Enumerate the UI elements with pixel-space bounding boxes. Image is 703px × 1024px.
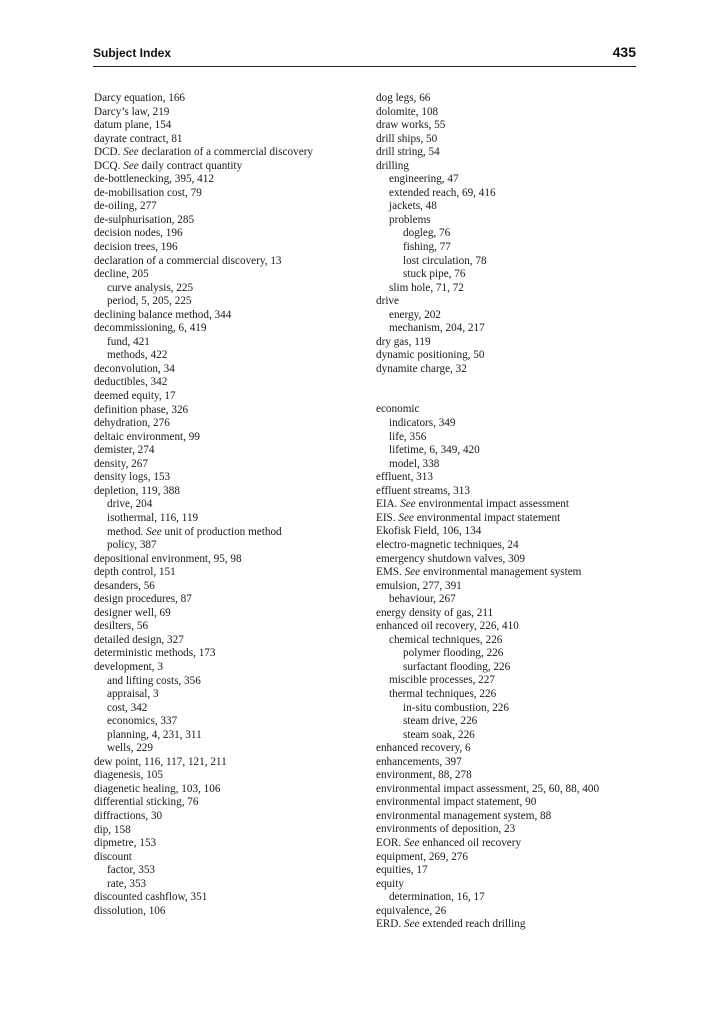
index-entry (376, 119, 646, 133)
see-reference-label: See (123, 146, 139, 159)
index-entry (94, 458, 364, 472)
entry-text: Darcy’s law, 219 (94, 105, 170, 118)
index-entry (94, 322, 364, 336)
index-entry (376, 525, 646, 539)
index-subentry (94, 864, 364, 878)
entry-text: equity (376, 877, 404, 890)
index-entry (94, 620, 364, 634)
index-entry (376, 92, 646, 106)
index-entry (94, 891, 364, 905)
entry-text: development, 3 (94, 660, 163, 673)
index-entry (94, 200, 364, 214)
index-subentry (376, 647, 646, 661)
index-subentry (94, 742, 364, 756)
index-entry (94, 769, 364, 783)
entry-text: depth control, 151 (94, 566, 176, 579)
index-entry (94, 553, 364, 567)
see-reference-target: environmental impact assessment (418, 498, 569, 511)
entry-text: dynamic positioning, 50 (376, 349, 485, 362)
index-entry (94, 214, 364, 228)
index-subentry (376, 173, 646, 187)
entry-text: methods, 422 (107, 349, 168, 362)
entry-text: slim hole, 71, 72 (389, 281, 464, 294)
entry-text: Darcy equation, 166 (94, 92, 186, 104)
entry-text: environments of deposition, 23 (376, 823, 516, 836)
index-entry (376, 160, 646, 174)
entry-text: and lifting costs, 356 (107, 674, 201, 687)
entry-text: drive, 204 (107, 498, 153, 511)
index-entry (376, 783, 646, 797)
index-subentry (94, 878, 364, 892)
index-entry (94, 566, 364, 580)
entry-text: decline, 205 (94, 268, 149, 281)
index-entry (94, 119, 364, 133)
entry-text: enhancements, 397 (376, 755, 462, 768)
index-entry (94, 647, 364, 661)
entry-text: DCQ. (94, 159, 121, 172)
index-subentry (94, 675, 364, 689)
entry-text: EIA. (376, 498, 398, 511)
index-column-left (94, 92, 364, 918)
entry-text: drive (376, 295, 399, 308)
entry-text: dolomite, 108 (376, 105, 439, 118)
index-entry (376, 607, 646, 621)
entry-text: chemical techniques, 226 (389, 633, 503, 646)
entry-text: declaration of a commercial discovery, 13 (94, 254, 282, 267)
entry-text: discounted cashflow, 351 (94, 891, 208, 904)
entry-text: lost circulation, 78 (403, 254, 487, 267)
index-entry (94, 106, 364, 120)
index-subentry (94, 349, 364, 363)
entry-text: method. (107, 525, 144, 538)
index-subentry (376, 661, 646, 675)
index-entry (376, 742, 646, 756)
entry-text: density, 267 (94, 457, 148, 470)
entry-text: detailed design, 327 (94, 633, 184, 646)
index-entry (94, 255, 364, 269)
entry-text: factor, 353 (107, 864, 156, 877)
index-subentry (376, 227, 646, 241)
entry-text: behaviour, 267 (389, 593, 456, 606)
index-entry (94, 173, 364, 187)
entry-text: decision nodes, 196 (94, 227, 183, 240)
entry-text: miscible processes, 227 (389, 674, 495, 687)
index-entry (94, 241, 364, 255)
entry-text: dayrate contract, 81 (94, 132, 183, 145)
entry-text: dehydration, 276 (94, 417, 170, 430)
index-entry (94, 485, 364, 499)
entry-text: dogleg, 76 (403, 227, 451, 240)
index-subentry (94, 526, 364, 540)
index-subentry (94, 539, 364, 553)
index-subentry (376, 702, 646, 716)
entry-text: demister, 274 (94, 444, 155, 457)
page-number: 435 (612, 44, 636, 60)
entry-text: datum plane, 154 (94, 119, 172, 132)
index-entry (94, 187, 364, 201)
entry-text: environmental impact statement, 90 (376, 796, 537, 809)
index-subentry (376, 187, 646, 201)
index-entry (94, 837, 364, 851)
entry-text: planning, 4, 231, 311 (107, 728, 202, 741)
see-reference-target: enhanced oil recovery (422, 836, 522, 849)
see-reference-label: See (123, 159, 139, 172)
index-entry (376, 769, 646, 783)
index-subentry (94, 702, 364, 716)
entry-text: EOR. (376, 836, 402, 849)
index-entry (94, 390, 364, 404)
index-subentry (376, 674, 646, 688)
index-subentry (376, 891, 646, 905)
entry-text: extended reach, 69, 416 (389, 186, 496, 199)
index-entry (376, 485, 646, 499)
see-reference-target: environmental impact statement (416, 511, 561, 524)
entry-text: polymer flooding, 226 (403, 647, 504, 660)
see-reference-target: daily contract quantity (141, 159, 243, 172)
entry-text: Ekofisk Field, 106, 134 (376, 525, 482, 538)
index-entry (376, 553, 646, 567)
index-subentry (94, 729, 364, 743)
see-reference-label: See (398, 511, 414, 524)
see-reference-label: See (400, 498, 416, 511)
index-entry (94, 160, 364, 174)
index-subentry (376, 715, 646, 729)
entry-text: diagenesis, 105 (94, 769, 163, 782)
entry-text: rate, 353 (107, 877, 147, 890)
index-entry (94, 363, 364, 377)
entry-text: designer well, 69 (94, 606, 171, 619)
entry-text: environmental impact assessment, 25, 60, 88, 400 (376, 782, 600, 795)
index-subentry (94, 282, 364, 296)
index-entry (376, 295, 646, 309)
index-entry (94, 404, 364, 418)
see-reference-label: See (403, 918, 420, 931)
entry-text: environment, 88, 278 (376, 769, 472, 782)
entry-text: enhanced oil recovery, 226, 410 (376, 620, 519, 633)
entry-text: design procedures, 87 (94, 593, 192, 606)
index-entry (376, 810, 646, 824)
entry-text: EIS. (376, 511, 396, 524)
entry-text: in-situ combustion, 226 (403, 701, 509, 714)
index-subentry (376, 444, 646, 458)
index-subentry (376, 634, 646, 648)
index-entry (376, 878, 646, 892)
entry-text: electro-magnetic techniques, 24 (376, 538, 519, 551)
entry-text: decision trees, 196 (94, 241, 178, 254)
entry-text: economics, 337 (107, 715, 178, 728)
entry-text: problems (389, 213, 431, 226)
entry-text: deterministic methods, 173 (94, 647, 216, 660)
entry-text: cost, 342 (107, 701, 148, 714)
index-entry (94, 580, 364, 594)
index-subentry (376, 200, 646, 214)
entry-text: decommissioning, 6, 419 (94, 322, 207, 335)
index-entry (94, 417, 364, 431)
index-entry (376, 905, 646, 919)
entry-text: period, 5, 205, 225 (107, 295, 192, 308)
entry-text: life, 356 (389, 430, 427, 443)
entry-text: emulsion, 277, 391 (376, 579, 462, 592)
entry-text: dissolution, 106 (94, 904, 166, 917)
index-subentry (376, 431, 646, 445)
entry-text: dry gas, 119 (376, 335, 431, 348)
entry-text: drilling (376, 159, 409, 172)
entry-text: EMS. (376, 566, 402, 579)
index-entry (94, 661, 364, 675)
entry-text: diagenetic healing, 103, 106 (94, 782, 221, 795)
entry-text: equities, 17 (376, 864, 428, 877)
index-entry (94, 309, 364, 323)
index-entry (94, 796, 364, 810)
entry-text: policy, 387 (107, 539, 157, 552)
index-entry (94, 810, 364, 824)
entry-text: energy, 202 (389, 308, 441, 321)
index-entry (376, 336, 646, 350)
entry-text: economic (376, 403, 420, 416)
entry-text: desanders, 56 (94, 579, 155, 592)
entry-text: enhanced recovery, 6 (376, 742, 471, 755)
entry-text: density logs, 153 (94, 471, 171, 484)
index-entry (94, 824, 364, 838)
index-subentry (376, 214, 646, 228)
entry-text: DCD. (94, 146, 121, 159)
index-entry (376, 471, 646, 485)
entry-text: effluent, 313 (376, 471, 433, 484)
entry-text: dynamite charge, 32 (376, 362, 467, 375)
index-entry (94, 634, 364, 648)
index-entry (376, 837, 646, 851)
index-entry (94, 146, 364, 160)
index-entry (376, 918, 646, 932)
running-header-title: Subject Index (93, 46, 172, 60)
entry-text: energy density of gas, 211 (376, 606, 494, 619)
entry-text: wells, 229 (107, 742, 153, 755)
entry-text: dip, 158 (94, 823, 131, 836)
entry-text: jackets, 48 (389, 200, 437, 213)
index-entry (94, 92, 364, 106)
index-subentry (376, 309, 646, 323)
entry-text: determination, 16, 17 (389, 891, 485, 904)
entry-text: desilters, 56 (94, 620, 149, 633)
entry-text: curve analysis, 225 (107, 281, 194, 294)
entry-text: surfactant flooding, 226 (403, 660, 511, 673)
entry-text: deemed equity, 17 (94, 390, 176, 403)
entry-text: lifetime, 6, 349, 420 (389, 444, 480, 457)
index-entry (376, 566, 646, 580)
index-entry (94, 444, 364, 458)
index-entry (94, 227, 364, 241)
index-entry (376, 580, 646, 594)
entry-text: dog legs, 66 (376, 92, 431, 104)
index-entry (94, 783, 364, 797)
entry-text: deductibles, 342 (94, 376, 168, 389)
entry-text: equipment, 269, 276 (376, 850, 468, 863)
index-entry (376, 349, 646, 363)
entry-text: de-sulphurisation, 285 (94, 213, 195, 226)
entry-text: declining balance method, 344 (94, 308, 232, 321)
index-subentry (376, 417, 646, 431)
index-entry (376, 756, 646, 770)
index-entry (94, 607, 364, 621)
index-entry (94, 905, 364, 919)
index-entry (376, 403, 646, 417)
entry-text: mechanism, 204, 217 (389, 322, 485, 335)
index-subentry (376, 729, 646, 743)
entry-text: depletion, 119, 388 (94, 484, 180, 497)
entry-text: definition phase, 326 (94, 403, 189, 416)
entry-text: engineering, 47 (389, 173, 459, 186)
entry-text: deltaic environment, 99 (94, 430, 200, 443)
index-entry (376, 620, 646, 634)
index-entry (94, 471, 364, 485)
entry-text: drill ships, 50 (376, 132, 438, 145)
entry-text: drill string, 54 (376, 146, 440, 159)
index-subentry (94, 336, 364, 350)
entry-text: fishing, 77 (403, 241, 451, 254)
running-header (93, 44, 636, 67)
entry-text: deconvolution, 34 (94, 362, 175, 375)
entry-text: ERD. (376, 918, 402, 931)
index-subentry (376, 255, 646, 269)
see-reference-label: See (146, 525, 162, 538)
entry-text: steam drive, 226 (403, 715, 478, 728)
entry-text: isothermal, 116, 119 (107, 511, 199, 524)
index-subentry (94, 688, 364, 702)
index-entry (94, 133, 364, 147)
entry-text: differential sticking, 76 (94, 796, 199, 809)
index-entry (376, 851, 646, 865)
entry-text: depositional environment, 95, 98 (94, 552, 242, 565)
entry-text: equivalence, 26 (376, 904, 447, 917)
see-reference-target: unit of production method (164, 525, 282, 538)
index-subentry (376, 282, 646, 296)
entry-text: model, 338 (389, 457, 440, 470)
index-subentry (376, 322, 646, 336)
entry-text: environmental management system, 88 (376, 809, 552, 822)
entry-text: effluent streams, 313 (376, 484, 470, 497)
entry-text: discount (94, 850, 132, 863)
index-entry (94, 431, 364, 445)
entry-text: diffractions, 30 (94, 809, 163, 822)
index-subentry (376, 688, 646, 702)
index-subentry (376, 268, 646, 282)
index-subentry (94, 295, 364, 309)
see-reference-label: See (403, 836, 420, 849)
index-subentry (376, 593, 646, 607)
index-entry (376, 363, 646, 377)
index-entry (376, 146, 646, 160)
index-entry (94, 376, 364, 390)
entry-text: stuck pipe, 76 (403, 268, 466, 281)
entry-text: thermal techniques, 226 (389, 687, 497, 700)
see-reference-target: environmental management system (422, 566, 582, 579)
index-entry (376, 796, 646, 810)
entry-text: de-mobilisation cost, 79 (94, 186, 202, 199)
index-subentry (94, 512, 364, 526)
entry-text: steam soak, 226 (403, 728, 475, 741)
index-subentry (94, 498, 364, 512)
index-entry (94, 593, 364, 607)
index-entry (94, 756, 364, 770)
index-entry (94, 851, 364, 865)
index-entry (376, 512, 646, 526)
entry-text: appraisal, 3 (107, 688, 159, 701)
index-column-right (376, 92, 646, 932)
index-subentry (376, 458, 646, 472)
entry-text: dipmetre, 153 (94, 837, 157, 850)
entry-text: de-oiling, 277 (94, 200, 157, 213)
see-reference-label: See (404, 566, 421, 579)
index-entry (376, 106, 646, 120)
entry-text: fund, 421 (107, 335, 150, 348)
index-subentry (94, 715, 364, 729)
see-reference-target: declaration of a commercial discovery (141, 146, 314, 159)
index-subentry (376, 241, 646, 255)
entry-text: draw works, 55 (376, 119, 446, 132)
index-entry (376, 539, 646, 553)
entry-text: indicators, 349 (389, 417, 456, 430)
index-entry (376, 133, 646, 147)
entry-text: de-bottlenecking, 395, 412 (94, 173, 214, 186)
index-entry (376, 823, 646, 837)
section-gap (376, 376, 646, 403)
see-reference-target: extended reach drilling (422, 918, 526, 931)
index-entry (376, 498, 646, 512)
index-entry (376, 864, 646, 878)
entry-text: dew point, 116, 117, 121, 211 (94, 755, 227, 768)
entry-text: emergency shutdown valves, 309 (376, 552, 525, 565)
index-entry (94, 268, 364, 282)
